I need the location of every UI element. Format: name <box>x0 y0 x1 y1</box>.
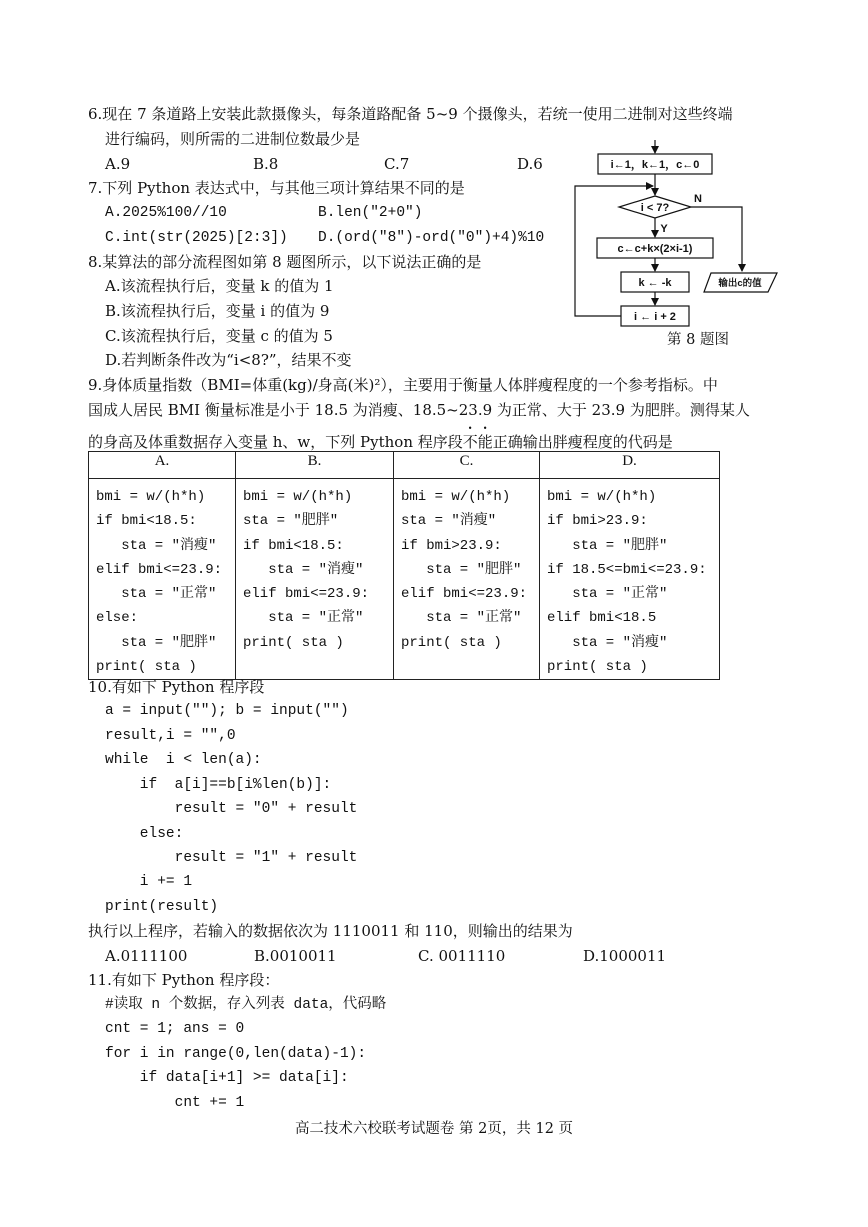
q6-stem-line2: 进行编码，则所需的二进制位数最少是 <box>105 130 361 148</box>
q8-option-b: B.该流程执行后，变量 i 的值为 9 <box>105 302 330 320</box>
flow-step2-text: k ← -k <box>638 277 672 289</box>
q7-option-d: D.(ord("8")-ord("0")+4)%10 <box>318 230 545 246</box>
q9-stem3-emphasis: 不能 <box>462 433 493 451</box>
flow-output-text: 输出c的值 <box>718 278 762 289</box>
q7-option-c: C.int(str(2025)[2:3]) <box>105 230 288 246</box>
q9-code-a: bmi = w/(h*h) if bmi<18.5: sta = "消瘦" elif bmi<=23.9: sta = "正常" else: sta = "肥胖" print( sta ) <box>96 489 223 676</box>
q10-code-line5: result = "0" + result <box>105 801 358 817</box>
q10-code-line9: print(result) <box>105 899 219 915</box>
q9-cell-b <box>236 479 394 680</box>
q9-stem3-pre: 的身高及体重数据存入变量 h、w，下列 Python 程序段 <box>88 433 463 451</box>
q11-code-line5: cnt += 1 <box>105 1095 245 1111</box>
q10-code-line6: else: <box>105 826 184 842</box>
q10-stem: 10.有如下 Python 程序段 <box>88 678 265 696</box>
flow-init-text: i←1，k←1，c←0 <box>610 159 700 171</box>
flow-step3-text: i ← i + 2 <box>634 311 676 323</box>
flow-step1-text: c←c+k×(2×i-1) <box>617 243 693 255</box>
q9-cell-c <box>394 479 540 680</box>
q9-code-d: bmi = w/(h*h) if bmi>23.9: sta = "肥胖" if 18.5<=bmi<=23.9: sta = "正常" elif bmi<18.5 sta = "消瘦" print( sta ) <box>547 489 707 676</box>
page-footer: 高二技术六校联考试题卷 第 2页，共 12 页 <box>294 1121 574 1137</box>
q9-header-c: C. <box>394 452 540 479</box>
q11-code-line4: if data[i+1] >= data[i]: <box>105 1070 349 1086</box>
q8-option-d: D.若判断条件改为“i<8?”，结果不变 <box>105 351 352 369</box>
q9-cell-d <box>540 479 720 680</box>
q10-option-b: B.0010011 <box>254 947 337 965</box>
q7-option-a: A.2025%100//10 <box>105 205 227 221</box>
flow-caption: 第 8 题图 <box>667 332 729 348</box>
q6-option-a: A.9 <box>105 155 131 173</box>
q9-header-b: B. <box>236 452 394 479</box>
q10-code-line1: a = input(""); b = input("") <box>105 703 349 719</box>
q9-stem3-post: 正确输出胖瘦程度的代码是 <box>492 433 673 451</box>
q8-stem: 8.某算法的部分流程图如第 8 题图所示，以下说法正确的是 <box>88 253 482 271</box>
q10-option-c: C. 0011110 <box>418 947 506 965</box>
flow-no-label: N <box>694 193 702 205</box>
q10-code-line4: if a[i]==b[i%len(b)]: <box>105 777 332 793</box>
q10-question: 执行以上程序，若输入的数据依次为 1110011 和 110，则输出的结果为 <box>88 922 573 940</box>
q9-stem-line2: 国成人居民 BMI 衡量标准是小于 18.5 为消瘦、18.5~23.9 为正常、大于 23.9 为肥胖。测得某人 <box>88 401 750 419</box>
q8-option-a: A.该流程执行后，变量 k 的值为 1 <box>105 277 334 295</box>
q10-code-line2: result,i = "",0 <box>105 728 236 744</box>
q9-cell-a <box>89 479 236 680</box>
q7-stem: 7.下列 Python 表达式中，与其他三项计算结果不同的是 <box>88 179 465 197</box>
q9-code-table <box>88 451 720 680</box>
q10-code-line3: while i < len(a): <box>105 752 262 768</box>
q6-option-d: D.6 <box>517 155 543 173</box>
q6-stem-line1: 6.现在 7 条道路上安装此款摄像头，每条道路配备 5~9 个摄像头，若统一使用二进制对这些终端 <box>88 105 733 123</box>
q10-option-d: D.1000011 <box>583 947 667 965</box>
q9-code-b: bmi = w/(h*h) sta = "肥胖" if bmi<18.5: sta = "消瘦" elif bmi<=23.9: sta = "正常" print( sta ) <box>243 489 370 651</box>
q8-option-c: C.该流程执行后，变量 c 的值为 5 <box>105 327 333 345</box>
q11-code-line1: #读取 n 个数据，存入列表 data，代码略 <box>105 997 387 1013</box>
flow-yes-label: Y <box>660 223 668 235</box>
q9-stem-line3 <box>88 424 673 452</box>
q9-header-d: D. <box>540 452 720 479</box>
q7-option-b: B.len("2+0") <box>318 205 423 221</box>
q6-option-b: B.8 <box>253 155 279 173</box>
q11-stem: 11.有如下 Python 程序段： <box>88 971 280 989</box>
flow-cond-text: i < 7? <box>640 202 670 214</box>
q11-code-line2: cnt = 1; ans = 0 <box>105 1021 245 1037</box>
q9-header-a: A. <box>89 452 236 479</box>
q10-code-line7: result = "1" + result <box>105 850 358 866</box>
q11-code-line3: for i in range(0,len(data)-1): <box>105 1046 367 1062</box>
q10-code-line8: i += 1 <box>105 874 193 890</box>
q9-code-c: bmi = w/(h*h) sta = "消瘦" if bmi>23.9: sta = "肥胖" elif bmi<=23.9: sta = "正常" print( sta ) <box>401 489 528 651</box>
q6-option-c: C.7 <box>384 155 410 173</box>
q10-option-a: A.0111100 <box>105 947 188 965</box>
q9-stem-line1: 9.身体质量指数（BMI=体重(kg)/身高(米)²），主要用于衡量人体胖瘦程度的一个参考指标。中 <box>88 376 718 394</box>
